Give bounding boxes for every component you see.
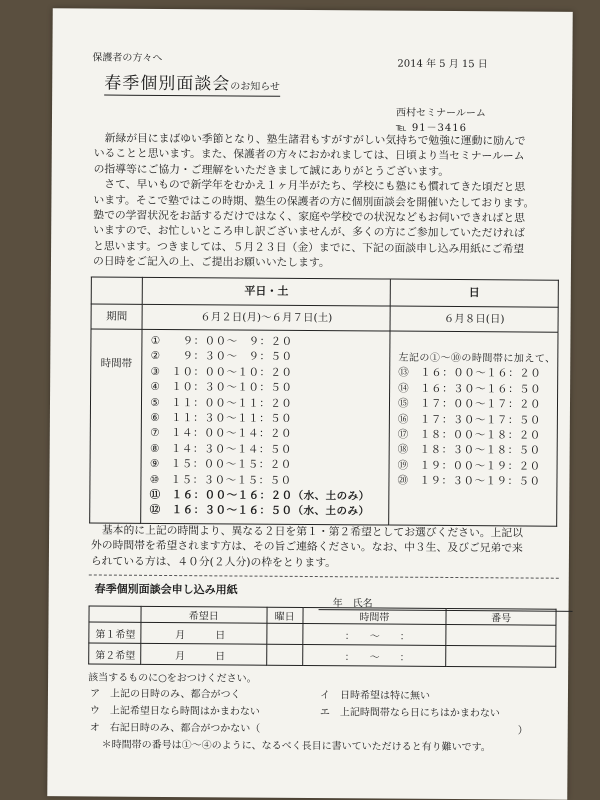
- sunday-slot: ⑳ １９：３０～１９：５０: [397, 474, 541, 488]
- schedule-table: [89, 276, 559, 526]
- option-o[interactable]: オ 右記日時のみ、都合がつかない（: [89, 722, 261, 735]
- period-sunday: ６月８日(日): [390, 306, 558, 332]
- title-main: 春季個別面談会: [104, 73, 231, 95]
- weekday-cell[interactable]: [266, 644, 302, 665]
- weekday-slot: ⑩ １５：３０～１５：５０: [149, 473, 292, 487]
- weekday-cell[interactable]: [266, 623, 302, 644]
- schedule-corner: [91, 277, 143, 304]
- slots-label: 時間帯: [90, 329, 143, 523]
- intro-line: と思います。つきましては、５月２３日（金）までに、下記の面談申し込み用紙にご希望: [93, 239, 525, 256]
- weekday-slot: ⑤ １１：００～１１：２０: [150, 396, 293, 410]
- date-cell[interactable]: 月 日: [141, 622, 267, 644]
- date-cell[interactable]: 月 日: [141, 643, 267, 665]
- weekday-slot: ① ９：００～ ９：２０: [150, 334, 293, 348]
- document-date: 2014 年 5 月 15 日: [397, 58, 488, 71]
- sunday-slot: ⑬ １６：００～１６：２０: [398, 367, 542, 381]
- note-line: られている方は、４０分(２人分)の枠をとります。: [90, 554, 337, 569]
- intro-line: いることと思います。また、保護者の方々におかれましては、日頃より当セミナールーム: [93, 146, 525, 163]
- sunday-slot: ⑮ １７：００～１７：２０: [397, 397, 542, 411]
- row-label: 第２希望: [89, 643, 141, 664]
- note-paragraph: [91, 522, 523, 571]
- sunday-note: 左記の①～⑩の時間帯に加えて、: [398, 352, 556, 365]
- footnote: ＊時間帯の番号は①～④のように、なるべく長目に書いていただけると有り難いです。: [101, 739, 491, 754]
- period-weekday: ６月２日(月)～６月７日(土): [142, 304, 390, 331]
- number-cell[interactable]: [446, 645, 556, 667]
- sunday-slots: [389, 331, 558, 526]
- time-cell[interactable]: ： ～ ：: [302, 644, 446, 666]
- intro-line: さて、早いもので新学年をむかえ１ヶ月半がたち、学校にも塾にも慣れてきた頃だと思: [93, 177, 526, 194]
- option-e[interactable]: エ 上記時間帯なら日にちはかまわない: [319, 707, 500, 720]
- period-label: 期間: [91, 304, 143, 329]
- document-page: [47, 8, 572, 800]
- intro-line: の指導等にご協力・ご理解をいただきまして誠にありがとうございます。: [93, 162, 450, 178]
- intro-line: いますので、お忙しいところ申し訳ございませんが、多くの方にご参加していただければ: [93, 223, 525, 240]
- col-weekday: 曜日: [267, 607, 303, 623]
- intro-line: います。そこで塾ではこの時期、塾生の保護者の方に個別面談会を開催いたしております。: [93, 193, 535, 210]
- option-u[interactable]: ウ 上記希望日なら時間はかまわない: [89, 705, 260, 718]
- option-o-close: ）: [517, 725, 528, 737]
- col-time: 時間帯: [303, 607, 447, 624]
- intro-line: 新緑が目にまばゆい季節となり、塾生諸君もすがすがしい気持ちで勉強に運動に励んで: [93, 131, 526, 148]
- intro-line: の日時をご記入の上、ご提出お願いいたします。: [92, 254, 330, 270]
- title-suffix: のお知らせ: [230, 81, 280, 93]
- weekday-slot: ② ９：３０～ ９：５０: [150, 350, 293, 364]
- sunday-slot: ⑭ １６：３０～１６：５０: [398, 382, 542, 396]
- weekday-slot: ⑥ １１：３０～１１：５０: [150, 411, 293, 425]
- recipient: 保護者の方々へ: [92, 52, 163, 64]
- weekday-slot: ④ １０：３０～１０：５０: [150, 381, 293, 395]
- sunday-slot: ⑯ １７：３０～１７：５０: [397, 413, 541, 427]
- time-cell[interactable]: ： ～ ：: [302, 623, 446, 645]
- weekday-slot: ③ １０：００～１０：２０: [150, 365, 293, 379]
- header-sunday: 日: [390, 279, 558, 307]
- sunday-slot: ⑱ １８：３０～１８：５０: [397, 443, 541, 457]
- cut-line: [89, 574, 559, 578]
- option-a[interactable]: ア 上記の日時のみ、都合がつく: [89, 688, 241, 701]
- sunday-slot: ⑲ １９：００～１９：２０: [397, 459, 541, 473]
- option-i[interactable]: イ 日時希望は特に無い: [319, 690, 431, 702]
- weekday-slot: ⑨ １５：００～１５：２０: [149, 458, 292, 471]
- note-line: 基本的に上記の時間より、異なる２日を第１・第２希望としてお選びください。上記以: [91, 523, 524, 540]
- number-cell[interactable]: [446, 624, 556, 646]
- intro-line: 塾での学習状況をお話するだけではなく、家庭や学校での状況などもお伺いできればと思: [93, 208, 526, 225]
- row-label: 第１希望: [89, 622, 141, 643]
- weekday-slot: ⑪ １６：００～１６：２０（水、土のみ）: [149, 488, 370, 503]
- col-date: 希望日: [141, 606, 267, 623]
- weekday-slot: ⑦ １４：００～１４：２０: [150, 427, 293, 441]
- form-corner: [89, 606, 141, 622]
- application-form-table: [88, 605, 556, 667]
- name-field[interactable]: 年 氏名: [319, 594, 573, 612]
- sender-name: 西村セミナールーム: [395, 107, 486, 120]
- intro-paragraph: [93, 130, 535, 272]
- col-number: 番号: [446, 608, 556, 625]
- weekday-slot: ⑧ １４：３０～１４：５０: [149, 442, 292, 456]
- header-weekday: 平日・土: [143, 277, 391, 306]
- note-line: 外の時間帯を希望されます方は、その旨ご連絡ください。なお、中３生、及びご兄弟で来: [90, 538, 523, 555]
- weekday-slots: [141, 329, 390, 524]
- options-intro: 該当するものに○をおつけください。: [88, 672, 257, 685]
- weekday-slot: ⑫ １６：３０～１６：５０（水、土のみ）: [149, 504, 370, 518]
- document-title: [104, 69, 280, 97]
- form-title: 春季個別面談会申し込み用紙: [94, 582, 238, 597]
- sender-tel: ℡ 91－3416: [395, 122, 468, 135]
- sunday-slot: ⑰ １８：００～１８：２０: [397, 428, 541, 442]
